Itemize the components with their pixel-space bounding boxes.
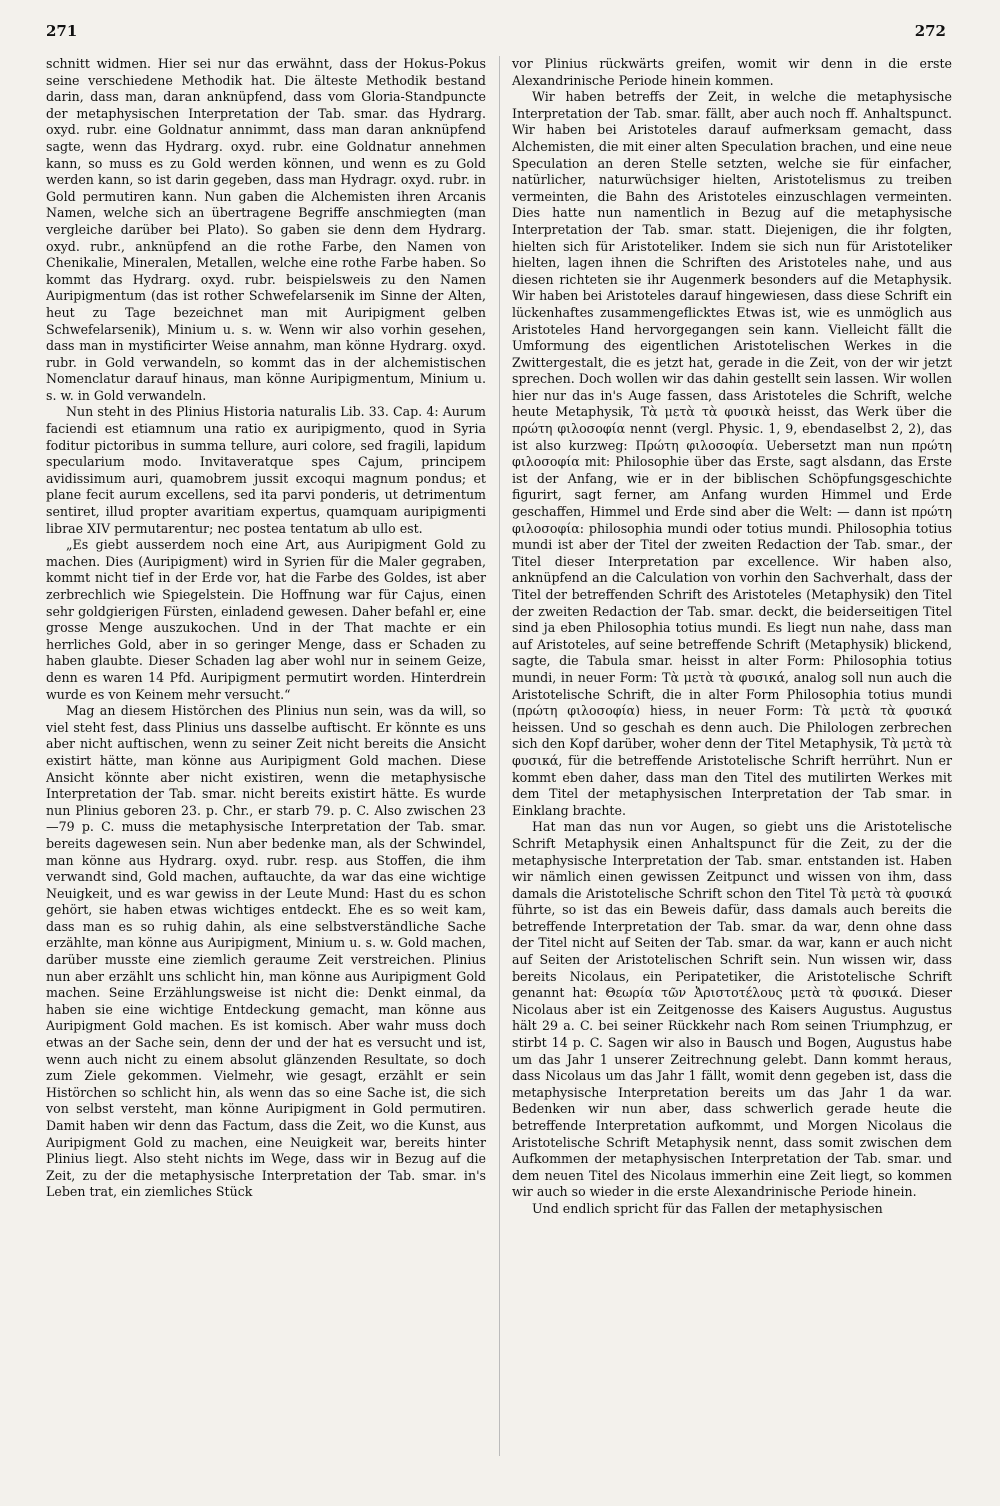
page-number-right: 272 <box>914 22 946 40</box>
paragraph: Nun steht in des Plinius Historia naturalis Lib. 33. Cap. 4: Aurum faciendi est etiamnum una ratio ex auripigmento, quod in Syria foditur pictoribus in summa tellure, auri colore, sed fragili, lapidum specularium modo. Invitaveratque spes Cajum, principem avidissimum auri, quamobrem jussit excoqui magnum pondus; et plane fecit aurum excellens, sed ita parvi ponderis, ut detrimentum sentiret, illud propter avaritiam expertus, quamquam auripigmenti librae XIV permutarentur; nec postea tentatum ab ullo est. <box>46 404 486 536</box>
paragraph: Und endlich spricht für das Fallen der metaphysischen <box>532 1200 883 1216</box>
left-column <box>46 56 486 1201</box>
paragraph: Wir haben betreffs der Zeit, in welche die metaphysische Interpretation der Tab. smar. fällt, aber auch noch ff. Anhaltspunct. Wir haben bei Aristoteles darauf aufmerksam gemacht, dass Alchemisten, die mit einer alten Speculation brachen, und eine neue Speculation an deren Stelle setzten, welche sie für einfacher, natürlicher, naturwüchsiger hielten, Aristotelismus zu treiben vermeinten, die Bahn des Aristoteles einzuschlagen vermeinten. Dies hatte nun namentlich in Bezug auf die metaphysische Interpretation der Tab. smar. statt. Diejenigen, die ihr folgten, hielten sich für Aristoteliker. Indem sie sich nun für Aristoteliker hielten, lagen ihnen die Schriften des Aristoteles nahe, und aus diesen richteten sie ihr Augenmerk besonders auf die Metaphysik. Wir haben bei Aristoteles darauf hingewiesen, dass diese Schrift ein lückenhaftes zusammengeflicktes Etwas ist, wie es unmöglich aus Aristoteles Hand hervorgegangen sein kann. Vielleicht fällt die Umformung des eigentlichen Aristotelischen Werkes in die Zwittergestalt, die es jetzt hat, gerade in die Zeit, von der wir jetzt sprechen. Doch wollen wir das dahin gestellt sein lassen. Wir wollen hier nur das in's Auge fassen, dass Aristoteles die Schrift, welche heute Metaphysik, Τὰ μετὰ τὰ φυσικὰ heisst, das Werk über die πρώτη φιλοσοφία nennt (vergl. Physic. 1, 9, ebendaselbst 2, 2), das ist also kurzweg: Πρώτη φιλοσοφία. Uebersetzt man nun πρώτη φιλοσοφία mit: Philosophie über das Erste, sagt alsdann, das Erste ist der Anfang, wie er in der biblischen Schöpfungsgeschichte figurirt, sagt ferner, am Anfang wurden Himmel und Erde geschaffen, Himmel und Erde sind aber die Welt: — dann ist πρώτη φιλοσοφία: philosophia mundi oder totius mundi. Philosophia totius mundi ist aber der Titel der zweiten Redaction der Tab. smar., der Titel dieser Interpretation par excellence. Wir haben also, anknüpfend an die Calculation von vorhin den Sachverhalt, dass der Titel der betreffenden Schrift des Aristoteles (Metaphysik) den Titel der zweiten Redaction der Tab. smar. deckt, die beiderseitigen Titel sind ja eben Philosophia totius mundi. Es liegt nun nahe, dass man auf Aristoteles, auf seine betreffende Schrift (Metaphysik) blickend, sagte, die Tabula smar. heisst in alter Form: Philosophia totius mundi, in neuer Form: Τὰ μετὰ τὰ φυσικά, analog soll nun auch die Aristotelische Schrift, die in alter Form Philosophia totius mundi (πρώτη φιλοσοφία) hiess, in neuer Form: Τὰ μετὰ τὰ φυσικά heissen. Und so geschah es denn auch. Die Philologen zerbrechen sich den Kopf darüber, woher denn der Titel Metaphysik, Τὰ μετὰ τὰ φυσικά, für die betreffende Aristotelische Schrift herrührt. Nun er kommt eben daher, dass man den Titel des mutilirten Werkes mit dem Titel der metaphysischen Interpretation der Tab smar. in Einklang brachte. <box>512 89 952 818</box>
paragraph: „Es giebt ausserdem noch eine Art, aus Auripigment Gold zu machen. Dies (Auripigment) wird in Syrien für die Maler gegraben, kommt nicht tief in der Erde vor, hat die Farbe des Goldes, ist aber zerbrechlich wie Spiegelstein. Die Hoffnung war für Cajus, einen sehr goldgierigen Fürsten, einladend gewesen. Daher befahl er, eine grosse Menge auszukochen. Und in der That machte er ein herrliches Gold, aber in so geringer Menge, dass er Schaden zu haben glaubte. Dieser Schaden lag aber wohl nur in seinem Geize, denn es waren 14 Pfd. Auripigment permutirt worden. Hinterdrein wurde es von Keinem mehr versucht.“ <box>46 537 486 702</box>
paragraph: Hat man das nun vor Augen, so giebt uns die Aristotelische Schrift Metaphysik einen Anhaltspunct für die Zeit, zu der die metaphysische Interpretation der Tab. smar. entstanden ist. Haben wir nämlich einen gewissen Zeitpunct und wissen von ihm, dass damals die Aristotelische Schrift schon den Titel Τὰ μετὰ τὰ φυσικά führte, so ist das ein Beweis dafür, dass damals auch bereits die betreffende Interpretation der Tab. smar. da war, denn ohne dass der Titel nicht auf Seiten der Tab. smar. da war, kann er auch nicht auf Seiten der Aristotelischen Schrift sein. Nun wissen wir, dass bereits Nicolaus, ein Peripatetiker, die Aristotelische Schrift genannt hat: Θεωρία τῶν Ἀριστοτέλους μετὰ τὰ φυσικά. Dieser Nicolaus aber ist ein Zeitgenosse des Kaisers Augustus. Augustus hält 29 a. C. bei seiner Rückkehr nach Rom seinen Triumphzug, er stirbt 14 p. C. Sagen wir also in Bausch und Bogen, Augustus habe um das Jahr 1 unserer Zeitrechnung gelebt. Dann kommt heraus, dass Nicolaus um das Jahr 1 fällt, womit denn gegeben ist, dass die metaphysische Interpretation bereits um das Jahr 1 da war. Bedenken wir nun aber, dass schwerlich gerade heute die betreffende Interpretation aufkommt, und Morgen Nicolaus die Aristotelische Schrift Metaphysik nennt, dass somit zwischen dem Aufkommen der metaphysischen Interpretation der Tab. smar. und dem neuen Titel des Nicolaus immerhin eine Zeit liegt, so kommen wir auch so wieder in die erste Alexandrinische Periode hinein. <box>512 819 952 1200</box>
paragraph: schnitt widmen. Hier sei nur das erwähnt, dass der Hokus-Pokus seine verschiedene Methodik hat. Die älteste Methodik bestand darin, dass man, daran anknüpfend, dass vom Gloria-Standpuncte der metaphysischen Interpretation der Tab. smar. das Hydrarg. oxyd. rubr. eine Goldnatur annimmt, dass man daran anknüpfend sagte, wenn das Hydrarg. oxyd. rubr. eine Goldnatur annehmen kann, so muss es zu Gold werden können, und wenn es zu Gold werden kann, so ist darin gegeben, dass man Hydragr. oxyd. rubr. in Gold permutiren kann. Nun gaben die Alchemisten ihren Arcanis Namen, welche sich an übertragene Begriffe anschmiegten (man vergleiche darüber bei Plato). So gaben sie denn dem Hydrarg. oxyd. rubr., anknüpfend an die rothe Farbe, den Namen von Chenikalie, Mineralen, Metallen, welche eine rothe Farbe haben. So kommt das Hydrarg. oxyd. rubr. beispielsweis zu den Namen Auripigmentum (das ist rother Schwefelarsenik im Sinne der Alten, heut zu Tage bezeichnet man mit Auripigment gelben Schwefelarsenik), Minium u. s. w. Wenn wir also vorhin gesehen, dass man in mystificirter Weise annahm, man könne Hydrarg. oxyd. rubr. in Gold verwandeln, so kommt das in der alchemistischen Nomenclatur darauf hinaus, man könne Auripigmentum, Minium u. s. w. in Gold verwandeln. <box>46 56 486 403</box>
right-column <box>512 56 952 1218</box>
paragraph: Mag an diesem Histörchen des Plinius nun sein, was da will, so viel steht fest, dass Plinius uns dasselbe auftischt. Er könnte es uns aber nicht auftischen, wenn zu seiner Zeit nicht bereits die Ansicht existirt hätte, man könne aus Auripigment Gold machen. Diese Ansicht könnte aber nicht existiren, wenn die metaphysische Interpretation der Tab. smar. nicht bereits existirt hätte. Es wurde nun Plinius geboren 23. p. Chr., er starb 79. p. C. Also zwischen 23—79 p. C. muss die metaphysische Interpretation der Tab. smar. bereits dagewesen sein. Nun aber bedenke man, als der Schwindel, man könne aus Hydrarg. oxyd. rubr. resp. aus Stoffen, die ihm verwandt sind, Gold machen, auftauchte, da war das eine wichtige Neuigkeit, und es war gewiss in der Leute Mund: Hast du es schon gehört, sie haben etwas wichtiges entdeckt. Ehe es so weit kam, dass man es so ruhig dahin, als eine selbstverständliche Sache erzählte, man könne aus Auripigment, Minium u. s. w. Gold machen, darüber musste eine ziemlich geraume Zeit verstreichen. Plinius nun aber erzählt uns schlicht hin, man könne aus Auripigment Gold machen. Seine Erzählungsweise ist nicht die: Denkt einmal, da haben sie eine wichtige Entdeckung gemacht, man könne aus Auripigment Gold machen. Es ist komisch. Aber wahr muss doch etwas an der Sache sein, denn der und der hat es versucht und ist, wenn auch nicht zu einem absolut glänzenden Resultate, so doch zum Ziele gekommen. Vielmehr, wie gesagt, erzählt er sein Histörchen so schlicht hin, als wenn das so eine Sache ist, die sich von selbst versteht, man könne Auripigment in Gold permutiren. Damit haben wir denn das Factum, dass die Zeit, wo die Kunst, aus Auripigment Gold zu machen, eine Neuigkeit war, bereits hinter Plinius liegt. Also steht nichts im Wege, dass wir in Bezug auf die Zeit, zu der die metaphysische Interpretation der Tab. smar. in's Leben trat, ein ziemliches Stück <box>46 703 486 1200</box>
page-number-left: 271 <box>46 22 78 40</box>
paragraph: vor Plinius rückwärts greifen, womit wir denn in die erste Alexandrinische Periode hinein kommen. <box>512 56 952 88</box>
column-divider <box>499 56 500 1456</box>
